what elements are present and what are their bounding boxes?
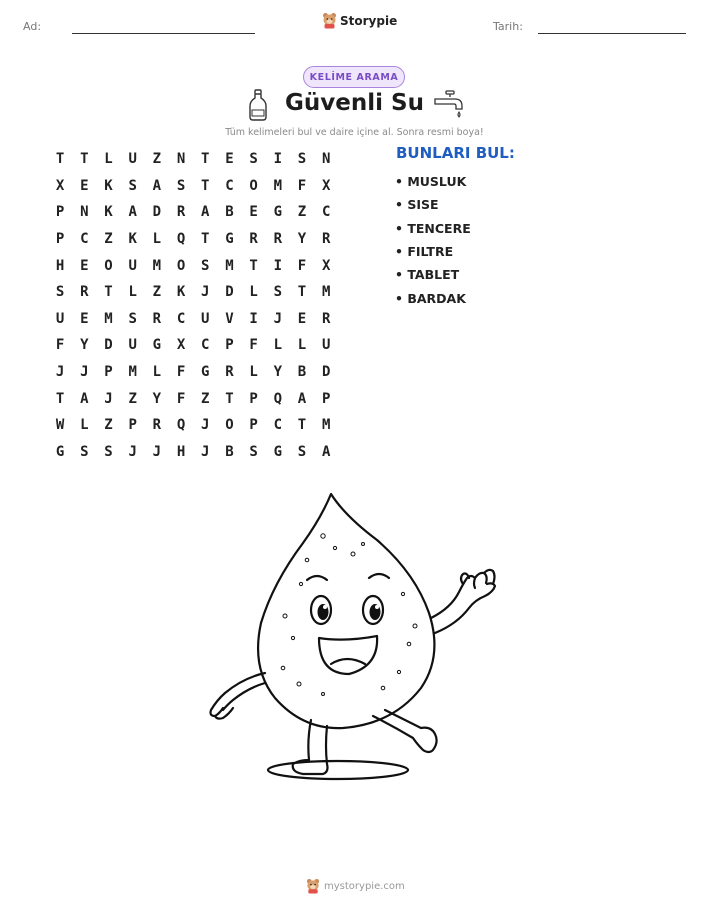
grid-letter-cell[interactable]: L	[297, 337, 307, 354]
grid-letter-cell[interactable]: J	[152, 443, 162, 460]
grid-letter-cell[interactable]: I	[249, 310, 258, 327]
word-item: • SISE	[395, 197, 439, 213]
grid-letter-cell[interactable]: T	[225, 390, 234, 407]
grid-letter-cell[interactable]: S	[201, 257, 210, 274]
grid-letter-cell[interactable]: S	[249, 151, 258, 168]
grid-letter-cell[interactable]: H	[55, 257, 65, 274]
grid-letter-cell[interactable]: X	[55, 177, 65, 194]
grid-letter-cell[interactable]: A	[321, 443, 331, 460]
grid-letter-cell[interactable]: M	[273, 177, 282, 194]
grid-letter-cell[interactable]: Z	[128, 390, 137, 407]
grid-letter-cell[interactable]: L	[273, 337, 282, 354]
grid-letter-cell[interactable]: C	[321, 204, 331, 221]
grid-letter-cell[interactable]: Q	[176, 231, 186, 248]
grid-letter-cell[interactable]: N	[80, 204, 89, 221]
grid-letter-cell[interactable]: L	[249, 284, 258, 301]
grid-letter-cell[interactable]: O	[249, 177, 258, 194]
grid-letter-cell[interactable]: Z	[152, 151, 162, 168]
grid-letter-cell[interactable]: T	[55, 151, 65, 168]
grid-letter-cell[interactable]: T	[104, 284, 113, 301]
grid-letter-cell[interactable]: S	[297, 151, 307, 168]
grid-letter-cell[interactable]: X	[321, 257, 331, 274]
grid-letter-cell[interactable]: F	[176, 364, 186, 381]
brand-logo	[322, 12, 397, 29]
storypie-bear-logo-icon	[322, 12, 337, 29]
grid-letter-cell[interactable]: L	[152, 231, 162, 248]
grid-letter-cell[interactable]: A	[201, 204, 210, 221]
grid-letter-cell[interactable]: Z	[152, 284, 162, 301]
footer	[306, 878, 405, 894]
grid-letter-cell[interactable]: O	[104, 257, 113, 274]
grid-letter-cell[interactable]: K	[104, 204, 113, 221]
grid-letter-cell[interactable]: F	[55, 337, 65, 354]
grid-letter-cell[interactable]: R	[249, 231, 258, 248]
grid-letter-cell[interactable]: R	[80, 284, 89, 301]
grid-letter-cell[interactable]: Y	[152, 390, 162, 407]
word-item: • TABLET	[395, 267, 460, 283]
grid-letter-cell[interactable]: L	[249, 364, 258, 381]
grid-letter-cell[interactable]: Z	[297, 204, 307, 221]
grid-letter-cell[interactable]: K	[176, 284, 186, 301]
grid-letter-cell[interactable]: G	[152, 337, 162, 354]
grid-letter-cell[interactable]: R	[273, 231, 282, 248]
grid-letter-cell[interactable]: S	[128, 310, 137, 327]
water-tap-icon	[433, 89, 467, 121]
name-write-line[interactable]	[72, 33, 255, 34]
grid-letter-cell[interactable]: C	[225, 177, 234, 194]
grid-letter-cell[interactable]: A	[152, 177, 162, 194]
grid-letter-cell[interactable]: D	[104, 337, 113, 354]
word-item: • MUSLUK	[395, 174, 467, 190]
grid-letter-cell[interactable]: S	[55, 284, 65, 301]
grid-letter-cell[interactable]: L	[104, 151, 113, 168]
grid-letter-cell[interactable]: U	[321, 337, 331, 354]
brand-name: Storypie	[340, 13, 398, 28]
grid-letter-cell[interactable]: P	[249, 417, 258, 434]
grid-letter-cell[interactable]: S	[249, 443, 258, 460]
name-label: Ad:	[23, 20, 42, 33]
word-search-grid[interactable]	[48, 146, 338, 465]
category-badge: KELİME ARAMA	[303, 66, 405, 88]
grid-letter-cell[interactable]: R	[225, 364, 234, 381]
grid-letter-cell[interactable]: E	[249, 204, 258, 221]
grid-letter-cell[interactable]: V	[225, 310, 234, 327]
grid-letter-cell[interactable]: C	[201, 337, 210, 354]
grid-letter-cell[interactable]: S	[104, 443, 113, 460]
grid-letter-cell[interactable]: P	[104, 364, 113, 381]
grid-letter-cell[interactable]: D	[225, 284, 234, 301]
grid-letter-cell[interactable]: Z	[104, 231, 113, 248]
grid-letter-cell[interactable]: S	[297, 443, 307, 460]
grid-letter-cell[interactable]: C	[273, 417, 282, 434]
grid-letter-cell[interactable]: O	[176, 257, 186, 274]
grid-letter-cell[interactable]: R	[321, 231, 331, 248]
grid-letter-cell[interactable]: S	[273, 284, 282, 301]
grid-letter-cell[interactable]: T	[249, 257, 258, 274]
grid-letter-cell[interactable]: J	[80, 364, 89, 381]
grid-letter-cell[interactable]: U	[55, 310, 65, 327]
grid-letter-cell[interactable]: R	[152, 310, 162, 327]
grid-letter-cell[interactable]: M	[104, 310, 113, 327]
grid-letter-cell[interactable]: J	[273, 310, 282, 327]
grid-letter-cell[interactable]: P	[55, 204, 65, 221]
grid-letter-cell[interactable]: T	[297, 417, 307, 434]
word-list-title: BUNLARI BUL:	[396, 144, 515, 162]
grid-letter-cell[interactable]: F	[176, 390, 186, 407]
grid-letter-cell[interactable]: J	[201, 417, 210, 434]
grid-letter-cell[interactable]: M	[128, 364, 137, 381]
grid-letter-cell[interactable]: I	[273, 151, 282, 168]
page-title: Güvenli Su	[285, 90, 424, 116]
grid-letter-cell[interactable]: S	[128, 177, 137, 194]
word-item: • FILTRE	[395, 244, 454, 260]
grid-letter-cell[interactable]: U	[128, 337, 137, 354]
grid-letter-cell[interactable]: S	[176, 177, 186, 194]
grid-letter-cell[interactable]: Q	[273, 390, 282, 407]
word-list	[395, 170, 471, 310]
grid-letter-cell[interactable]: E	[80, 257, 89, 274]
grid-letter-cell[interactable]: G	[55, 443, 65, 460]
grid-letter-cell[interactable]: R	[321, 310, 331, 327]
grid-letter-cell[interactable]: K	[104, 177, 113, 194]
grid-letter-cell[interactable]: A	[80, 390, 89, 407]
grid-letter-cell[interactable]: F	[297, 257, 307, 274]
grid-letter-cell[interactable]: R	[152, 417, 162, 434]
grid-letter-cell[interactable]: U	[128, 151, 137, 168]
grid-letter-cell[interactable]: E	[225, 151, 234, 168]
grid-letter-cell[interactable]: F	[249, 337, 258, 354]
grid-letter-cell[interactable]: A	[297, 390, 307, 407]
grid-letter-cell[interactable]: I	[273, 257, 282, 274]
grid-letter-cell[interactable]: P	[225, 337, 234, 354]
grid-letter-cell[interactable]: L	[152, 364, 162, 381]
grid-letter-cell[interactable]: J	[201, 284, 210, 301]
grid-letter-cell[interactable]: X	[176, 337, 186, 354]
grid-letter-cell[interactable]: B	[225, 204, 234, 221]
grid-letter-cell[interactable]: Z	[201, 390, 210, 407]
grid-letter-cell[interactable]: G	[201, 364, 210, 381]
grid-letter-cell[interactable]: P	[321, 390, 331, 407]
water-drop-coloring-illustration[interactable]	[203, 488, 508, 793]
grid-letter-cell[interactable]: B	[225, 443, 234, 460]
grid-letter-cell[interactable]: T	[201, 231, 210, 248]
grid-letter-cell[interactable]: C	[176, 310, 186, 327]
grid-letter-cell[interactable]: W	[55, 417, 65, 434]
grid-letter-cell[interactable]: T	[297, 284, 307, 301]
grid-letter-cell[interactable]: J	[201, 443, 210, 460]
grid-letter-cell[interactable]: N	[176, 151, 186, 168]
grid-letter-cell[interactable]: G	[273, 443, 282, 460]
grid-letter-cell[interactable]: P	[55, 231, 65, 248]
grid-letter-cell[interactable]: T	[80, 151, 89, 168]
grid-letter-cell[interactable]: M	[321, 284, 331, 301]
footer-url: mystorypie.com	[324, 880, 405, 892]
word-item: • TENCERE	[395, 220, 471, 236]
grid-letter-cell[interactable]: Y	[297, 231, 307, 248]
grid-letter-cell[interactable]: K	[128, 231, 137, 248]
grid-letter-cell[interactable]: B	[297, 364, 307, 381]
date-write-line[interactable]	[538, 33, 686, 34]
grid-letter-cell[interactable]: U	[128, 257, 137, 274]
grid-letter-cell[interactable]: Q	[176, 417, 186, 434]
grid-letter-cell[interactable]: T	[201, 151, 210, 168]
grid-letter-cell[interactable]: M	[321, 417, 331, 434]
grid-letter-cell[interactable]: N	[321, 151, 331, 168]
grid-letter-cell[interactable]: E	[80, 310, 89, 327]
grid-letter-cell[interactable]: M	[225, 257, 234, 274]
grid-letter-cell[interactable]: R	[176, 204, 186, 221]
date-label: Tarih:	[493, 20, 523, 33]
grid-letter-cell[interactable]: Y	[80, 337, 89, 354]
grid-letter-cell[interactable]: Y	[273, 364, 282, 381]
grid-letter-cell[interactable]: G	[225, 231, 234, 248]
grid-letter-cell[interactable]: P	[249, 390, 258, 407]
grid-letter-cell[interactable]: M	[152, 257, 162, 274]
grid-letter-cell[interactable]: L	[80, 417, 89, 434]
grid-letter-cell[interactable]: Z	[104, 417, 113, 434]
grid-letter-cell[interactable]: F	[297, 177, 307, 194]
grid-letter-cell[interactable]: L	[128, 284, 137, 301]
word-item: • BARDAK	[395, 290, 466, 306]
grid-letter-cell[interactable]: E	[80, 177, 89, 194]
grid-letter-cell[interactable]: J	[55, 364, 65, 381]
instructions: Tüm kelimeleri bul ve daire içine al. Sonra resmi boya!	[225, 127, 484, 138]
storypie-bear-logo-icon	[306, 878, 320, 894]
grid-letter-cell[interactable]: X	[321, 177, 331, 194]
grid-letter-cell[interactable]: T	[55, 390, 65, 407]
grid-letter-cell[interactable]: C	[80, 231, 89, 248]
grid-letter-cell[interactable]: U	[201, 310, 210, 327]
grid-letter-cell[interactable]: E	[297, 310, 307, 327]
grid-letter-cell[interactable]: D	[321, 364, 331, 381]
grid-letter-cell[interactable]: P	[128, 417, 137, 434]
grid-letter-cell[interactable]: J	[128, 443, 137, 460]
grid-letter-cell[interactable]: T	[201, 177, 210, 194]
grid-letter-cell[interactable]: H	[176, 443, 186, 460]
grid-letter-cell[interactable]: G	[273, 204, 282, 221]
grid-letter-cell[interactable]: D	[152, 204, 162, 221]
grid-letter-cell[interactable]: O	[225, 417, 234, 434]
grid-letter-cell[interactable]: A	[128, 204, 137, 221]
grid-letter-cell[interactable]: J	[104, 390, 113, 407]
grid-letter-cell[interactable]: S	[80, 443, 89, 460]
